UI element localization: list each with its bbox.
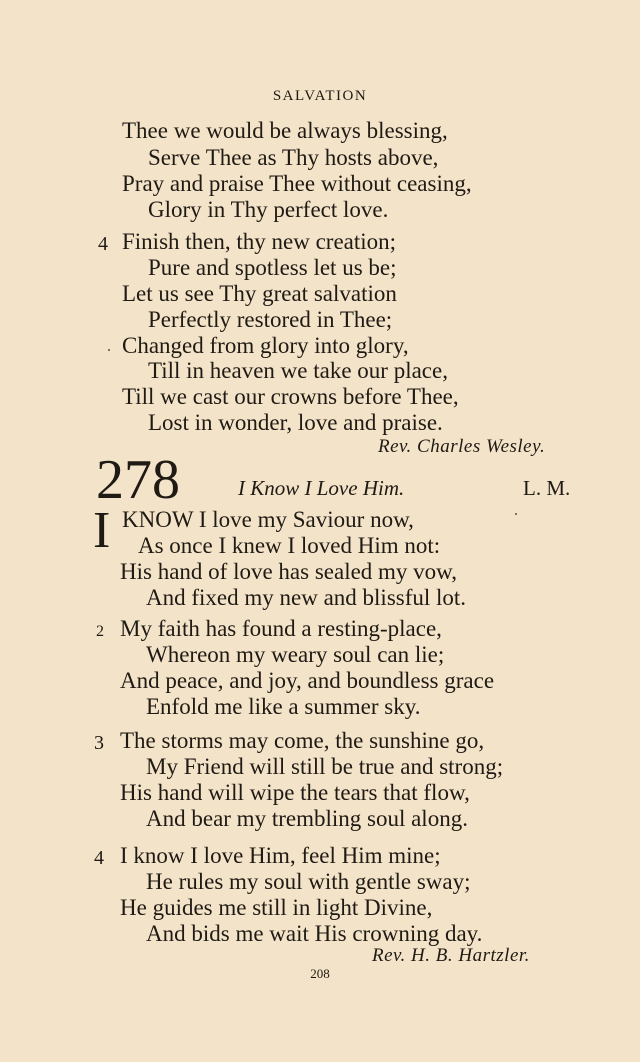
ink-speck [108, 349, 110, 351]
verse-number: 3 [94, 732, 104, 754]
verse-line: He rules my soul with gentle sway; [146, 869, 471, 894]
verse-line: KNOW I love my Saviour now, [122, 507, 414, 532]
verse-line: Changed from glory into glory, [122, 333, 409, 358]
verse-line: And bear my trembling soul along. [146, 806, 468, 831]
verse-line: And fixed my new and blissful lot. [146, 585, 467, 610]
verse-line: The storms may come, the sunshine go, [120, 728, 485, 753]
verse-line: Glory in Thy perfect love. [148, 197, 389, 222]
page-number: 208 [310, 966, 330, 981]
verse-line: He guides me still in light Divine, [120, 895, 433, 920]
verse-line: Perfectly restored in Thee; [148, 307, 393, 332]
verse-line: Finish then, thy new creation; [122, 229, 397, 254]
hymn-number: 278 [96, 449, 180, 511]
verse-line: As once I knew I loved Him not: [138, 533, 441, 558]
hymn-title: I Know I Love Him. [238, 476, 405, 500]
verse-line: My Friend will still be true and strong; [146, 754, 504, 779]
verse-line: And bids me wait His crowning day. [146, 921, 483, 946]
hymn-meter: L. M. [523, 476, 571, 500]
verse-number: 2 [96, 623, 104, 640]
verse-line: Lost in wonder, love and praise. [148, 410, 443, 435]
verse-line: My faith has found a resting-place, [120, 616, 442, 641]
drop-cap: I [93, 502, 111, 559]
verse-line: His hand of love has sealed my vow, [120, 559, 458, 584]
verse-line: Till in heaven we take our place, [148, 358, 448, 383]
verse-line: Pray and praise Thee without ceasing, [122, 171, 472, 196]
verse-line: Serve Thee as Thy hosts above, [148, 145, 439, 170]
verse-line: I know I love Him, feel Him mine; [120, 843, 441, 868]
attribution: Rev. H. B. Hartzler. [372, 945, 530, 966]
verse-number: 4 [94, 847, 104, 869]
verse-line: Pure and spotless let us be; [148, 255, 397, 280]
verse-line: Thee we would be always blessing, [122, 118, 448, 143]
verse-line: And peace, and joy, and boundless grace [120, 668, 495, 693]
verse-line: Enfold me like a summer sky. [146, 694, 421, 719]
verse-number: 4 [98, 233, 108, 255]
verse-line: His hand will wipe the tears that flow, [120, 780, 470, 805]
attribution: Rev. Charles Wesley. [378, 436, 546, 457]
verse-line: Whereon my weary soul can lie; [146, 642, 445, 667]
verse-line: Till we cast our crowns before Thee, [122, 384, 459, 409]
section-header: SALVATION [272, 88, 368, 104]
verse-line: Let us see Thy great salvation [122, 281, 397, 306]
ink-speck [515, 513, 517, 515]
